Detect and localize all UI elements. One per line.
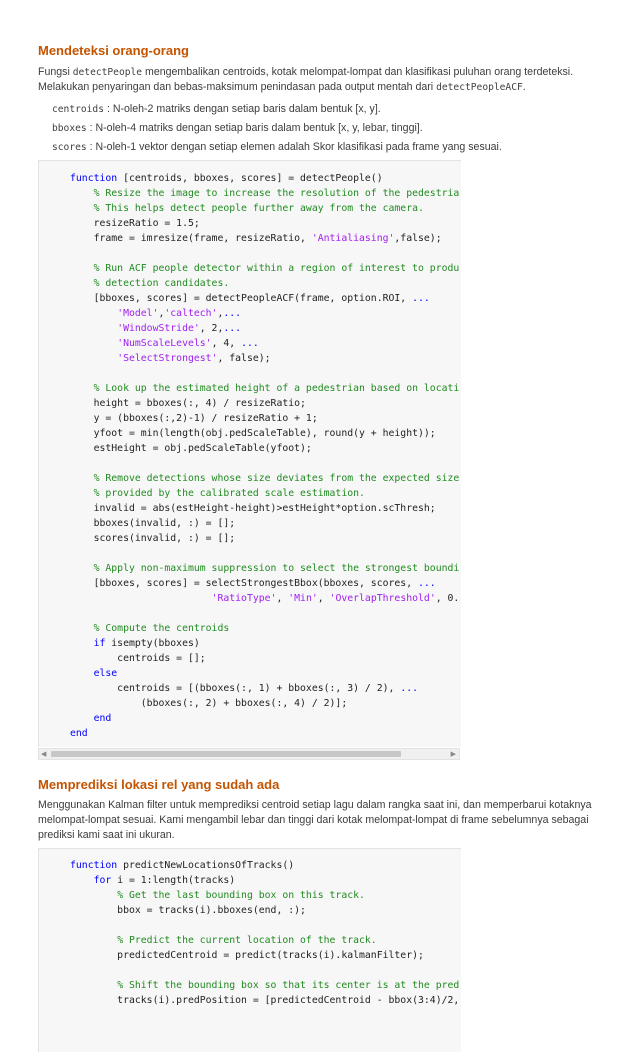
code-line: [bboxes, scores] = detectPeopleACF(frame, option.ROI, ... [70,293,430,304]
code-line: % Compute the centroids [93,623,230,634]
code-line: (bboxes(:, 2) + bboxes(:, 4) / 2)]; [70,698,348,709]
code-line: 'RatioType', 'Min', 'OverlapThreshold', 0. [211,593,460,604]
code-line: yfoot = min(length(obj.pedScaleTable), round(y + height)); [70,428,436,439]
code-line [70,918,461,933]
code-line [70,246,461,261]
code-line: % Apply non-maximum suppression to select the strongest boundi [93,563,460,574]
list-item: scores : N-oleh-1 vektor dengan setiap elemen adalah Skor klasifikasi pada frame yang sesuai. [52,141,502,153]
horizontal-scrollbar[interactable] [38,748,460,760]
code-line: height = bboxes(:, 4) / resizeRatio; [70,398,306,409]
code-line [70,456,461,471]
code-line: scores(invalid, :) = []; [70,533,236,544]
code-line: tracks(i).predPosition = [predictedCentroid - bbox(3:4)/2, [70,995,460,1006]
section-title-predict-tracks: Memprediksi lokasi rel yang sudah ada [38,777,280,792]
code-line: for i = 1:length(tracks) [93,875,236,886]
code-line: % This helps detect people further away from the camera. [93,203,424,214]
code-line: centroids = []; [70,653,206,664]
code-listing [39,849,461,1008]
code-block-detect-people[interactable] [38,160,461,747]
code-line: end [93,713,112,724]
section-description: Fungsi detectPeople mengembalikan centroids, kotak melompat-lompat dan klasifikasi puluhan orang terdeteksi. Melakukan penyaringan dan bebas-maksimum penindasan pada output mentah dari detectPeopleACF. [38,66,574,93]
code-line: predictedCentroid = predict(tracks(i).kalmanFilter); [70,950,424,961]
code-line: % Run ACF people detector within a region of interest to produ [93,263,460,274]
inline-code-detectpeopleacf: detectPeopleACF [436,82,523,93]
scroll-right-icon[interactable]: ▶ [450,751,456,758]
code-line: % detection candidates. [93,278,230,289]
code-line [70,963,461,978]
list-item: centroids : N-oleh-2 matriks dengan setiap baris dalam bentuk [x, y]. [52,103,381,115]
code-line: invalid = abs(estHeight-height)>estHeight*option.scThresh; [70,503,436,514]
code-line: y = (bboxes(:,2)-1) / resizeRatio + 1; [70,413,318,424]
code-line: frame = imresize(frame, resizeRatio, 'Antialiasing',false); [70,233,442,244]
code-line [70,606,461,621]
code-line: centroids = [(bboxes(:, 1) + bboxes(:, 3) / 2), ... [70,683,419,694]
code-line [70,546,461,561]
code-line: else [93,668,118,679]
inline-code-detectpeople: detectPeople [72,67,143,78]
code-line: function [centroids, bboxes, scores] = detectPeople() [70,173,383,184]
code-line: 'WindowStride', 2,... [117,323,242,334]
section-description: Menggunakan Kalman filter untuk memprediksi centroid setiap lagu dalam rangka saat ini, dan memperbarui kotaknya melompat-lompat sesuai. Kami mengambil lebar dan tinggi dari kotak melompat-lompat di frame sebelumnya sebagai prediksi kami saat ini ukuran. [38,799,592,841]
code-line [70,366,461,381]
code-line: end [70,728,88,739]
scroll-thumb[interactable] [51,751,401,757]
code-listing [39,161,461,741]
code-line: estHeight = obj.pedScaleTable(yfoot); [70,443,312,454]
code-block-predict-tracks[interactable] [38,848,461,1052]
scroll-left-icon[interactable]: ◀ [41,751,47,758]
code-line: % Look up the estimated height of a pedestrian based on locati [93,383,460,394]
section-title-detect-people: Mendeteksi orang-orang [38,43,189,58]
code-line: bboxes(invalid, :) = []; [70,518,236,529]
code-line: % Get the last bounding box on this track. [117,890,365,901]
code-line: bbox = tracks(i).bboxes(end, :); [70,905,306,916]
list-item: bboxes : N-oleh-4 matriks dengan setiap baris dalam bentuk [x, y, lebar, tinggi]. [52,122,423,134]
code-line: resizeRatio = 1.5; [70,218,200,229]
code-line: function predictNewLocationsOfTracks() [70,860,295,871]
code-line: [bboxes, scores] = selectStrongestBbox(bboxes, scores, ... [70,578,436,589]
output-list [52,100,502,157]
code-line: if isempty(bboxes) [93,638,200,649]
code-line: 'NumScaleLevels', 4, ... [117,338,259,349]
code-line: 'Model','caltech',... [117,308,242,319]
code-line: % provided by the calibrated scale estimation. [93,488,365,499]
code-line: % Remove detections whose size deviates from the expected size [93,473,460,484]
code-line: % Predict the current location of the track. [117,935,377,946]
code-line: % Resize the image to increase the resolution of the pedestria [93,188,460,199]
code-line: 'SelectStrongest', false); [117,353,271,364]
code-line: % Shift the bounding box so that its center is at the pred [117,980,460,991]
